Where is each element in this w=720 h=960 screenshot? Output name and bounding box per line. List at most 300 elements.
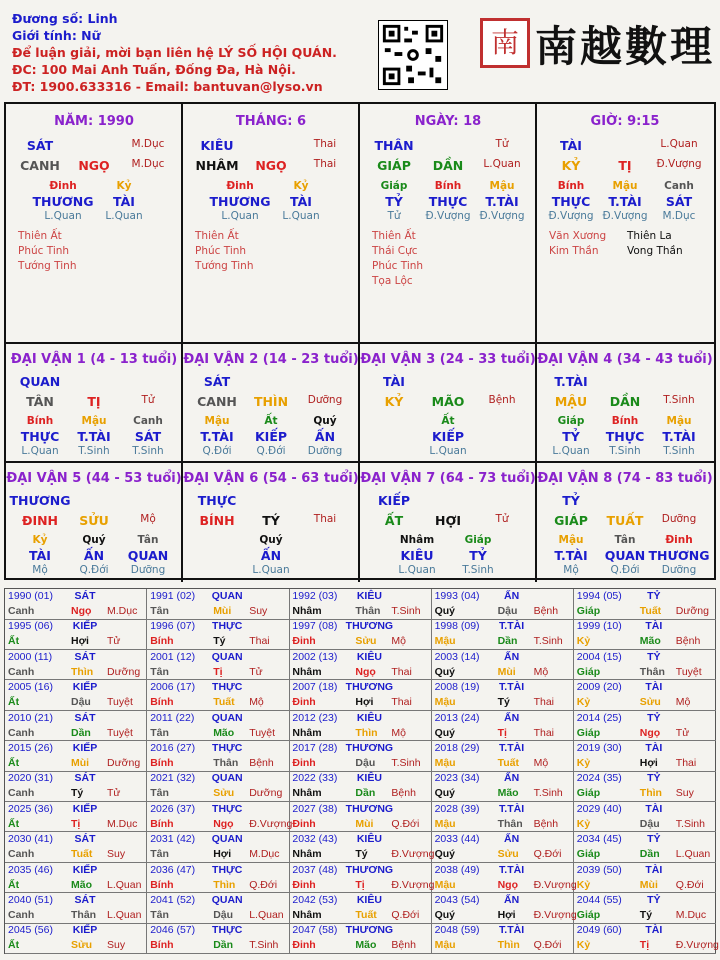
year-can: Giáp	[576, 848, 601, 861]
year-label: 2033 (44)	[434, 833, 480, 846]
dai-van-status: Bệnh	[488, 394, 516, 406]
year-can: Giáp	[576, 726, 601, 739]
hidden-stem: Canh	[133, 415, 163, 427]
year-ten-god: T.TÀI	[499, 742, 525, 754]
dai-van-top-god: QUAN	[19, 374, 61, 389]
year-status: Thai	[675, 757, 697, 769]
ten-god: QUAN	[604, 548, 646, 563]
year-ten-god: THƯƠNG	[345, 742, 394, 754]
dai-van-top-god: THƯƠNG	[9, 493, 71, 508]
year-cell	[5, 832, 147, 863]
year-cell	[574, 650, 716, 681]
pillar-1	[6, 104, 183, 344]
year-cell	[5, 619, 147, 650]
year-cell	[432, 893, 577, 924]
year-chi: Sửu	[213, 787, 235, 800]
year-chi: Mão	[497, 787, 519, 800]
year-ten-god: TỶ	[647, 650, 661, 663]
year-can: Ất	[8, 696, 20, 709]
year-label: 2004 (15)	[576, 650, 622, 663]
pillar-top-status: M.Dục	[131, 138, 165, 150]
dai-van-status: Mộ	[140, 513, 156, 525]
hidden-stem: Đinh	[226, 180, 254, 192]
year-status: M.Dục	[249, 848, 280, 861]
year-cell	[289, 893, 431, 924]
pillar-chi: DẦN	[432, 158, 464, 173]
year-can: Quý	[434, 787, 456, 800]
year-chi: Mão	[71, 878, 92, 891]
ten-god: T.TÀI	[485, 194, 519, 209]
year-label: 2025 (36)	[8, 802, 53, 815]
year-can: Ất	[8, 635, 20, 648]
year-ten-god: THƯƠNG	[345, 681, 394, 694]
year-label: 2036 (47)	[150, 863, 196, 876]
year-can: Bính	[150, 757, 174, 769]
year-status: T.Sinh	[533, 787, 563, 800]
year-status: T.Sinh	[249, 939, 279, 952]
pillar-3	[360, 104, 537, 344]
year-chi: Thìn	[497, 939, 520, 952]
year-status: T.Sinh	[675, 817, 705, 830]
year-status: Tử	[107, 635, 121, 648]
year-chi: Thìn	[213, 878, 236, 891]
ten-god: TỶ	[562, 429, 580, 444]
dai-van-title: ĐẠI VẬN 8 (74 - 83 tuổi)	[537, 471, 713, 486]
year-can: Kỷ	[576, 757, 591, 769]
header-info	[12, 10, 337, 95]
year-status: L.Quan	[675, 848, 711, 861]
year-cell	[574, 863, 716, 894]
pillar-top-god: KIÊU	[200, 138, 234, 153]
year-ten-god: THỰC	[212, 620, 243, 633]
year-cell	[432, 802, 574, 833]
year-ten-god: KIÊU	[356, 711, 382, 724]
year-status: Thai	[533, 696, 555, 709]
year-chi: Hợi	[639, 757, 658, 769]
year-ten-god: KIẾP	[72, 802, 98, 815]
gender: Giới tính: Nữ	[12, 28, 101, 43]
dai-van-top-god: SÁT	[203, 374, 231, 389]
year-status: Bệnh	[533, 605, 559, 617]
year-ten-god: TÀI	[645, 863, 663, 876]
year-can: Mậu	[434, 696, 456, 709]
year-chi: Mùi	[497, 665, 516, 678]
hidden-stem: Tân	[137, 534, 159, 546]
year-status: L.Quan	[249, 909, 284, 921]
year-status: Q.Đới	[533, 939, 562, 952]
year-can: Tân	[150, 787, 169, 800]
year-cell	[147, 680, 289, 711]
hidden-stem: Bính	[557, 180, 585, 192]
hidden-stem: Mậu	[204, 415, 230, 427]
growth-stage: Mộ	[563, 564, 579, 576]
year-label: 2040 (51)	[8, 894, 53, 906]
dai-van-title: ĐẠI VẬN 6 (54 - 63 tuổi)	[183, 471, 359, 486]
year-can: Tân	[150, 909, 169, 921]
year-can: Canh	[8, 726, 35, 739]
year-status: Đ.Vượng	[391, 878, 435, 891]
year-status: Đ.Vượng	[249, 817, 293, 830]
year-can: Bính	[150, 878, 174, 891]
phone-email-line[interactable]: ĐT: 1900.633316 - Email: bantuvan@lyso.vn	[12, 79, 323, 94]
year-cell	[5, 802, 147, 833]
year-label: 2021 (32)	[150, 772, 196, 785]
growth-stage: Đ.Vượng	[548, 210, 594, 222]
year-ten-god: THƯƠNG	[345, 802, 394, 815]
year-status: Suy	[107, 939, 126, 952]
year-ten-god: THƯƠNG	[345, 924, 394, 937]
year-ten-god: KIẾP	[72, 742, 98, 754]
hidden-stem: Giáp	[464, 534, 492, 546]
year-chi: Thìn	[355, 726, 378, 739]
year-can: Đinh	[292, 878, 316, 891]
year-cell	[432, 650, 574, 681]
year-label: 2047 (58)	[292, 924, 338, 937]
year-chi: Ngọ	[71, 605, 92, 617]
ten-god: THỰC	[20, 429, 60, 444]
pillar-chi: TỊ	[618, 158, 632, 173]
year-chi: Hợi	[213, 848, 232, 861]
dai-van-top-god: TÀI	[383, 374, 405, 389]
year-chi: Thìn	[639, 787, 662, 800]
hidden-stem: Mậu	[558, 534, 584, 546]
dai-van-top-god: THỰC	[197, 493, 237, 508]
year-ten-god: ẤN	[504, 833, 520, 846]
year-ten-god: ẤN	[504, 772, 520, 785]
ten-god: SÁT	[134, 429, 162, 444]
growth-stage: Dưỡng	[307, 445, 343, 457]
year-cell	[5, 589, 147, 620]
year-cell	[5, 680, 147, 711]
growth-stage: L.Quan	[398, 564, 436, 576]
year-ten-god: TỶ	[647, 894, 661, 906]
year-status: Tuyệt	[107, 696, 133, 709]
year-chi: Tuất	[355, 909, 377, 921]
pillar-2	[183, 104, 360, 344]
ten-god: THƯƠNG	[209, 194, 271, 209]
growth-stage: L.Quan	[21, 445, 59, 457]
chart-grid	[4, 102, 716, 580]
year-can: Giáp	[576, 665, 601, 678]
year-label: 2006 (17)	[150, 681, 196, 694]
year-label: 2029 (40)	[576, 802, 622, 815]
ten-god: KIẾP	[254, 429, 288, 444]
year-label: 2030 (41)	[8, 833, 53, 846]
year-can: Canh	[8, 848, 35, 861]
growth-stage: Q.Đới	[256, 445, 286, 457]
year-chi: Mão	[355, 939, 377, 952]
year-can: Giáp	[576, 787, 601, 800]
year-label: 2037 (48)	[292, 863, 338, 876]
ten-god: T.TÀI	[200, 429, 234, 444]
growth-stage: Q.Đới	[610, 564, 640, 576]
year-chi: Tý	[639, 909, 653, 921]
year-label: 2015 (26)	[8, 742, 53, 754]
growth-stage: L.Quan	[221, 210, 259, 222]
year-ten-god: T.TÀI	[499, 681, 525, 694]
pillar-top-status: Tử	[495, 138, 509, 150]
year-label: 2019 (30)	[576, 742, 622, 754]
ten-god: QUAN	[127, 548, 169, 563]
year-ten-god: KIẾP	[72, 924, 98, 937]
year-label: 2027 (38)	[292, 802, 338, 815]
year-chi: Tị	[639, 939, 650, 952]
year-status: Bệnh	[675, 635, 701, 648]
year-cell	[574, 589, 716, 620]
growth-stage: L.Quan	[552, 445, 590, 457]
year-label: 2016 (27)	[150, 742, 196, 754]
year-cell	[289, 619, 431, 650]
year-chi: Hợi	[355, 696, 374, 709]
year-ten-god: T.TÀI	[499, 620, 525, 633]
year-cell	[574, 741, 716, 772]
year-status: Bệnh	[391, 939, 416, 952]
year-cell	[574, 802, 716, 833]
year-status: Tuyệt	[107, 726, 133, 739]
dai-van-title: ĐẠI VẬN 1 (4 - 13 tuổi)	[10, 352, 178, 367]
year-status: Suy	[675, 787, 694, 800]
shen-sha: Tướng Tinh	[18, 260, 77, 272]
year-ten-god: SÁT	[74, 711, 96, 724]
year-label: 2000 (11)	[8, 650, 53, 663]
year-ten-god: T.TÀI	[499, 924, 525, 937]
ten-god: KIẾP	[431, 429, 465, 444]
growth-stage: L.Quan	[44, 210, 82, 222]
growth-stage: T.Sinh	[462, 564, 494, 576]
contact-line[interactable]: Để luận giải, mời bạn liên hệ LÝ SỐ HỘI QUÁN.	[12, 45, 337, 60]
year-status: Mộ	[533, 665, 549, 678]
year-chi: Mùi	[71, 757, 90, 769]
year-can: Nhâm	[292, 605, 322, 617]
year-cell	[5, 863, 147, 894]
year-label: 2002 (13)	[292, 650, 338, 663]
ten-god: THỰC	[605, 429, 645, 444]
year-label: 1993 (04)	[434, 590, 480, 602]
year-chi: Ngọ	[355, 665, 376, 678]
year-label: 2018 (29)	[434, 742, 480, 754]
growth-stage: Mộ	[32, 564, 48, 576]
dai-van-can: KỶ	[384, 394, 404, 409]
shen-sha: Văn Xương	[549, 230, 607, 242]
year-cell	[574, 619, 716, 650]
year-can: Quý	[434, 848, 456, 861]
dai-van-8	[537, 463, 715, 582]
year-status: Đ.Vượng	[675, 939, 719, 952]
year-ten-god: QUAN	[211, 650, 243, 663]
dai-van-chi: TỊ	[87, 394, 101, 409]
pillar-chi: NGỌ	[78, 158, 110, 173]
pillar-top-god: THÂN	[374, 138, 414, 153]
ten-god: TỶ	[385, 194, 403, 209]
year-label: 2007 (18)	[292, 681, 338, 694]
year-cell	[432, 680, 574, 711]
year-chi: Tý	[71, 787, 84, 800]
year-ten-god: TỶ	[647, 711, 661, 724]
pillar-can: KỶ	[561, 158, 581, 173]
year-status: Tử	[249, 665, 263, 678]
year-label: 2038 (49)	[434, 863, 480, 876]
year-status: Q.Đới	[675, 878, 704, 891]
growth-stage: L.Quan	[252, 564, 290, 576]
year-status: Tử	[675, 726, 690, 739]
year-chi: Hợi	[497, 909, 516, 921]
year-label: 2032 (43)	[292, 833, 338, 846]
pillar-chi-status: Thai	[313, 158, 337, 170]
brand-seal: 南	[480, 18, 530, 68]
year-can: Canh	[8, 665, 35, 678]
year-status: Đ.Vượng	[533, 909, 577, 921]
growth-stage: T.Sinh	[663, 445, 695, 457]
hidden-stem: Quý	[313, 415, 337, 427]
dai-van-title: ĐẠI VẬN 3 (24 - 33 tuổi)	[360, 352, 536, 367]
dai-van-top-god: TỶ	[562, 493, 580, 508]
year-ten-god: QUAN	[211, 894, 243, 906]
year-ten-god: THỰC	[212, 802, 243, 815]
year-ten-god: SÁT	[74, 772, 96, 785]
year-ten-god: KIÊU	[356, 590, 382, 602]
year-status: Thai	[533, 726, 555, 739]
shen-sha: Thiên Ất	[18, 230, 62, 242]
year-label: 2041 (52)	[150, 894, 196, 906]
hidden-stem: Mậu	[612, 180, 638, 192]
pillar-title: NGÀY: 18	[414, 114, 482, 129]
dai-van-status: T.Sinh	[663, 394, 695, 406]
dai-van-title: ĐẠI VẬN 2 (14 - 23 tuổi)	[183, 352, 359, 367]
pillar-can: GIÁP	[377, 158, 411, 173]
year-status: Đ.Vượng	[391, 848, 435, 861]
ten-god: THƯƠNG	[32, 194, 94, 209]
dai-van-can: BÍNH	[199, 513, 235, 528]
ten-god: ẤN	[83, 548, 105, 563]
owner-name: Đương số: Linh	[12, 11, 118, 26]
dai-van-status: Dưỡng	[307, 394, 343, 406]
year-can: Đinh	[292, 696, 316, 709]
year-status: Bệnh	[249, 757, 274, 769]
year-status: Mộ	[249, 696, 264, 709]
year-status: T.Sinh	[391, 605, 421, 617]
year-ten-god: QUAN	[211, 590, 243, 602]
hidden-stem: Bính	[434, 180, 462, 192]
dai-van-title: ĐẠI VẬN 7 (64 - 73 tuổi)	[360, 471, 536, 486]
year-label: 2035 (46)	[8, 863, 53, 876]
shen-sha: Thái Cực	[372, 245, 418, 257]
year-chi: Thân	[71, 909, 97, 921]
year-chi: Dần	[213, 939, 234, 952]
pillar-top-god: TÀI	[560, 138, 582, 153]
year-can: Đinh	[292, 817, 316, 830]
dai-van-status: Tử	[141, 394, 155, 406]
year-chi: Tuất	[213, 696, 235, 709]
year-label: 2042 (53)	[292, 894, 338, 906]
year-can: Mậu	[434, 939, 456, 952]
year-status: Thai	[249, 635, 270, 648]
year-label: 2003 (14)	[434, 650, 480, 663]
growth-stage: Tử	[387, 210, 401, 222]
year-cell	[147, 589, 289, 620]
year-label: 2048 (59)	[434, 924, 480, 937]
year-ten-god: ẤN	[504, 650, 520, 663]
dai-van-chi: TUẤT	[606, 513, 644, 528]
year-can: Bính	[150, 696, 174, 709]
dai-van-chi: DẦN	[609, 394, 641, 409]
hidden-stem: Kỷ	[293, 180, 309, 192]
year-ten-god: QUAN	[211, 772, 243, 785]
year-label: 2010 (21)	[8, 711, 53, 724]
dai-van-7	[360, 463, 537, 582]
year-status: Thai	[391, 696, 412, 709]
year-chi: Mão	[639, 635, 661, 648]
year-label: 2031 (42)	[150, 833, 196, 846]
year-status: L.Quan	[107, 909, 142, 921]
dai-van-status: Dưỡng	[661, 513, 697, 525]
year-chi: Mão	[213, 726, 235, 739]
year-cell	[289, 832, 435, 863]
hidden-stem: Kỷ	[32, 534, 48, 546]
year-cell	[432, 589, 574, 620]
year-cell	[289, 650, 431, 681]
hidden-stem: Giáp	[557, 415, 585, 427]
year-cell	[574, 923, 719, 954]
ten-god: KIÊU	[400, 548, 434, 563]
year-ten-god: THỰC	[212, 681, 243, 694]
year-label: 2024 (35)	[576, 772, 622, 785]
year-label: 2017 (28)	[292, 742, 338, 754]
pillar-top-god: SÁT	[26, 138, 54, 153]
year-cell	[432, 923, 574, 954]
shen-sha: Thiên Ất	[195, 230, 239, 242]
year-can: Kỷ	[576, 635, 591, 648]
year-can: Đinh	[292, 757, 316, 769]
dai-van-can: TÂN	[26, 394, 54, 409]
year-label: 2044 (55)	[576, 894, 622, 906]
year-can: Nhâm	[292, 787, 322, 800]
year-label: 2011 (22)	[150, 711, 195, 724]
pillar-chi-status: L.Quan	[483, 158, 521, 170]
year-can: Kỷ	[576, 696, 591, 709]
year-can: Ất	[8, 757, 20, 769]
year-label: 1990 (01)	[8, 590, 53, 602]
year-cell	[432, 771, 574, 802]
year-can: Giáp	[576, 909, 601, 921]
shen-sha: Tướng Tinh	[195, 260, 254, 272]
year-cell	[147, 832, 289, 863]
growth-stage: Dưỡng	[661, 564, 697, 576]
year-can: Ất	[8, 817, 20, 830]
year-ten-god: TÀI	[645, 802, 663, 815]
year-ten-god: TỶ	[647, 590, 661, 602]
year-can: Nhâm	[292, 726, 322, 739]
year-label: 2023 (34)	[434, 772, 480, 785]
year-can: Tân	[150, 605, 169, 617]
shen-sha: Vong Thần	[627, 245, 683, 257]
year-status: Dưỡng	[675, 605, 709, 617]
year-status: T.Sinh	[533, 635, 563, 648]
growth-stage: Q.Đới	[79, 564, 109, 576]
year-cell	[5, 771, 147, 802]
year-cell	[147, 923, 289, 954]
shen-sha: Phúc Tinh	[18, 245, 70, 257]
year-cell	[289, 923, 431, 954]
pillar-chi-status: Đ.Vượng	[656, 158, 702, 170]
year-chi: Sửu	[639, 696, 661, 709]
year-can: Canh	[8, 605, 35, 617]
year-cell	[574, 832, 716, 863]
year-cell	[147, 863, 289, 894]
year-cell	[5, 893, 147, 924]
year-status: M.Dục	[107, 605, 138, 617]
year-status: Q.Đới	[391, 909, 420, 921]
shen-sha: Phúc Tinh	[195, 245, 247, 257]
